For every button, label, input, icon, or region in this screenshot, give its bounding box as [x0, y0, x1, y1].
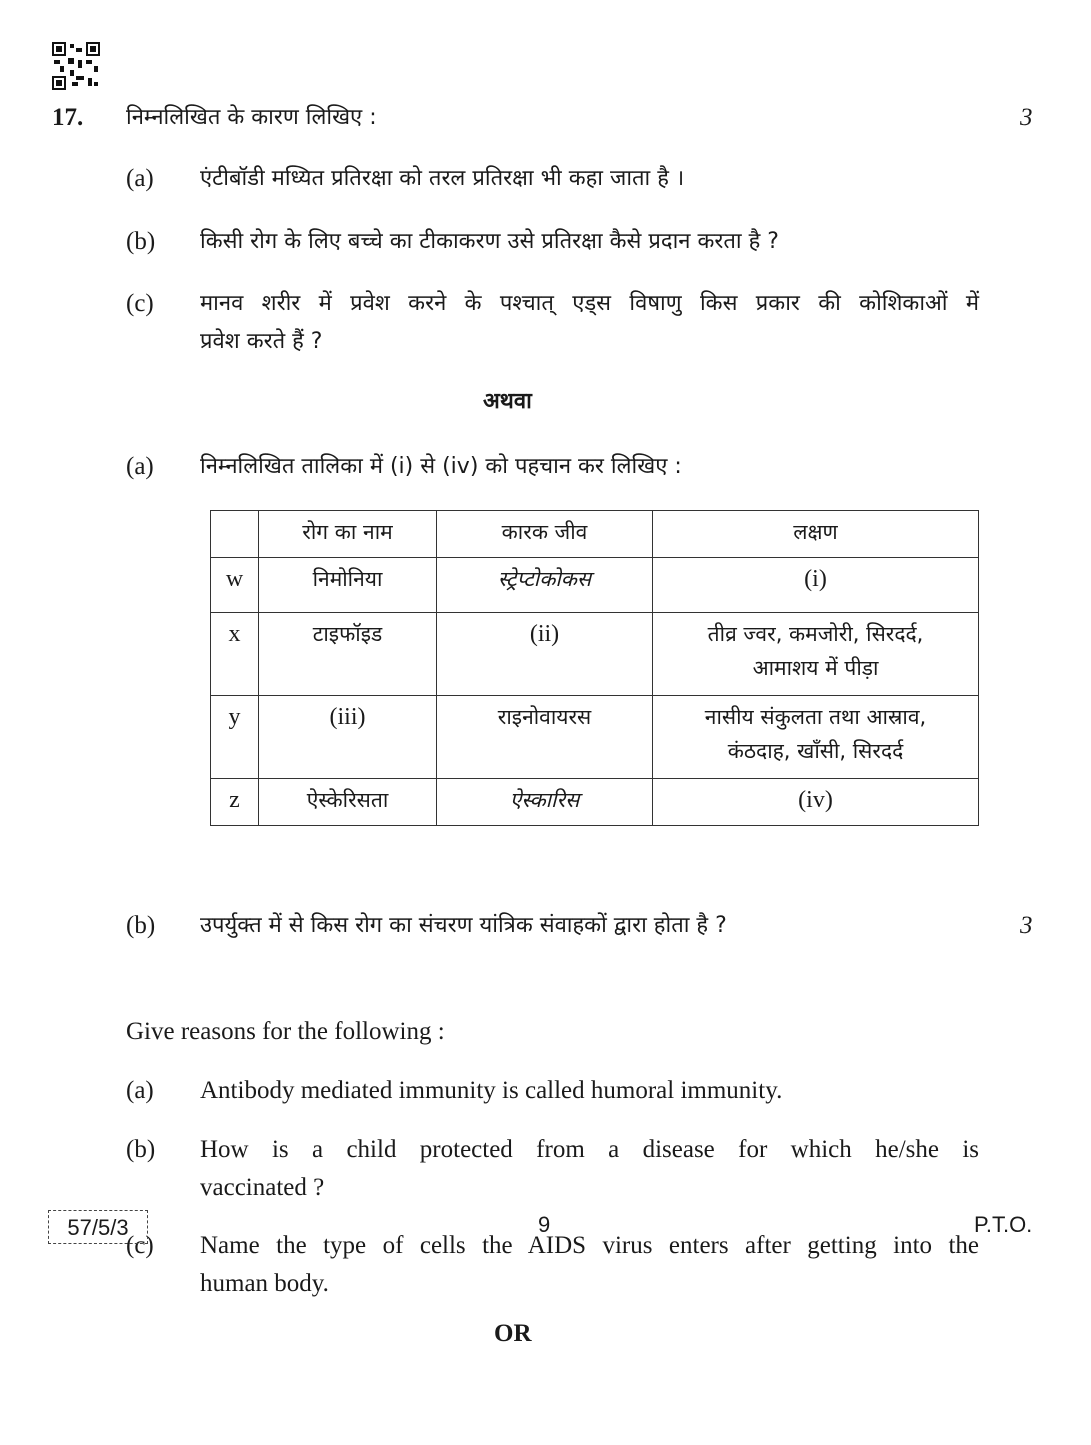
paper-code-box: 57/5/3 [48, 1210, 148, 1244]
english-or-divider: OR [494, 1320, 532, 1347]
table-header-row [211, 511, 979, 558]
item-label: (b) [126, 912, 156, 939]
item-label: (a) [126, 453, 154, 480]
item-label: (c) [126, 1232, 154, 1259]
english-item-b-line1: How is a child protected from a disease for which he/she is [200, 1136, 979, 1163]
disease-cell: टाइफॉइड [259, 613, 437, 696]
disease-cell: निमोनिया [259, 558, 437, 613]
symptoms-line: (i) [804, 566, 827, 592]
symptoms-line: (iv) [798, 787, 833, 813]
row-id: z [211, 779, 259, 826]
hindi-item-c-line1: मानव शरीर में प्रवेश करने के पश्चात् एड्स विषाणु किस प्रकार की कोशिकाओं में [200, 291, 979, 316]
table-header-cell: रोग का नाम [259, 511, 437, 558]
english-question-intro: Give reasons for the following : [126, 1018, 445, 1045]
row-id: y [211, 696, 259, 779]
item-label: (a) [126, 1077, 154, 1104]
hindi-item-b: किसी रोग के लिए बच्चे का टीकाकरण उसे प्रतिरक्षा कैसे प्रदान करता है ? [200, 229, 779, 254]
hindi-item-c-line2: प्रवेश करते हैं ? [200, 329, 323, 354]
row-id: w [211, 558, 259, 613]
qr-code-icon [52, 42, 100, 90]
table-row [211, 613, 979, 696]
item-label: (c) [126, 290, 154, 317]
organism-cell: स्ट्रेप्टोकोकस [437, 558, 653, 613]
pto-label: P.T.O. [974, 1212, 1033, 1237]
hindi-question-intro: निम्नलिखित के कारण लिखिए : [126, 105, 377, 130]
organism-cell: (ii) [437, 613, 653, 696]
english-item-a: Antibody mediated immunity is called humoral immunity. [200, 1077, 783, 1104]
organism-cell: राइनोवायरस [437, 696, 653, 779]
table-row [211, 779, 979, 826]
english-item-b-line2: vaccinated ? [200, 1174, 325, 1201]
hindi-or-item-a: निम्नलिखित तालिका में (i) से (iv) को पहचान कर लिखिए : [200, 454, 682, 479]
marks-label: 3 [1020, 104, 1033, 131]
disease-cell: ऐस्केरिसता [259, 779, 437, 826]
symptoms-cell [653, 613, 979, 696]
disease-table [210, 510, 979, 826]
table-header-cell: लक्षण [653, 511, 979, 558]
disease-cell: (iii) [259, 696, 437, 779]
english-item-c-line2: human body. [200, 1270, 329, 1297]
organism-cell: ऐस्कारिस [437, 779, 653, 826]
symptoms-line: नासीय संकुलता तथा आस्राव, [704, 705, 927, 729]
page-number: 9 [538, 1212, 551, 1237]
symptoms-cell [653, 558, 979, 613]
question-number: 17. [52, 104, 84, 131]
item-label: (b) [126, 1136, 156, 1163]
symptoms-line: तीव्र ज्वर, कमजोरी, सिरदर्द, [707, 622, 924, 646]
symptoms-line: आमाशय में पीड़ा [752, 656, 879, 680]
table-header-cell [211, 511, 259, 558]
table-row [211, 558, 979, 613]
marks-label: 3 [1020, 912, 1033, 939]
item-label: (b) [126, 228, 156, 255]
table-header-cell: कारक जीव [437, 511, 653, 558]
hindi-item-a: एंटीबॉडी मध्यित प्रतिरक्षा को तरल प्रतिरक्षा भी कहा जाता है । [200, 166, 685, 191]
symptoms-cell [653, 696, 979, 779]
table-row [211, 696, 979, 779]
english-item-c-line1: Name the type of cells the AIDS virus enters after getting into the [200, 1232, 979, 1259]
hindi-or-item-b: उपर्युक्त में से किस रोग का संचरण यांत्रिक संवाहकों द्वारा होता है ? [200, 913, 727, 938]
hindi-or-divider: अथवा [483, 389, 532, 414]
symptoms-cell [653, 779, 979, 826]
item-label: (a) [126, 165, 154, 192]
row-id: x [211, 613, 259, 696]
symptoms-line: कंठदाह, खाँसी, सिरदर्द [727, 739, 904, 763]
